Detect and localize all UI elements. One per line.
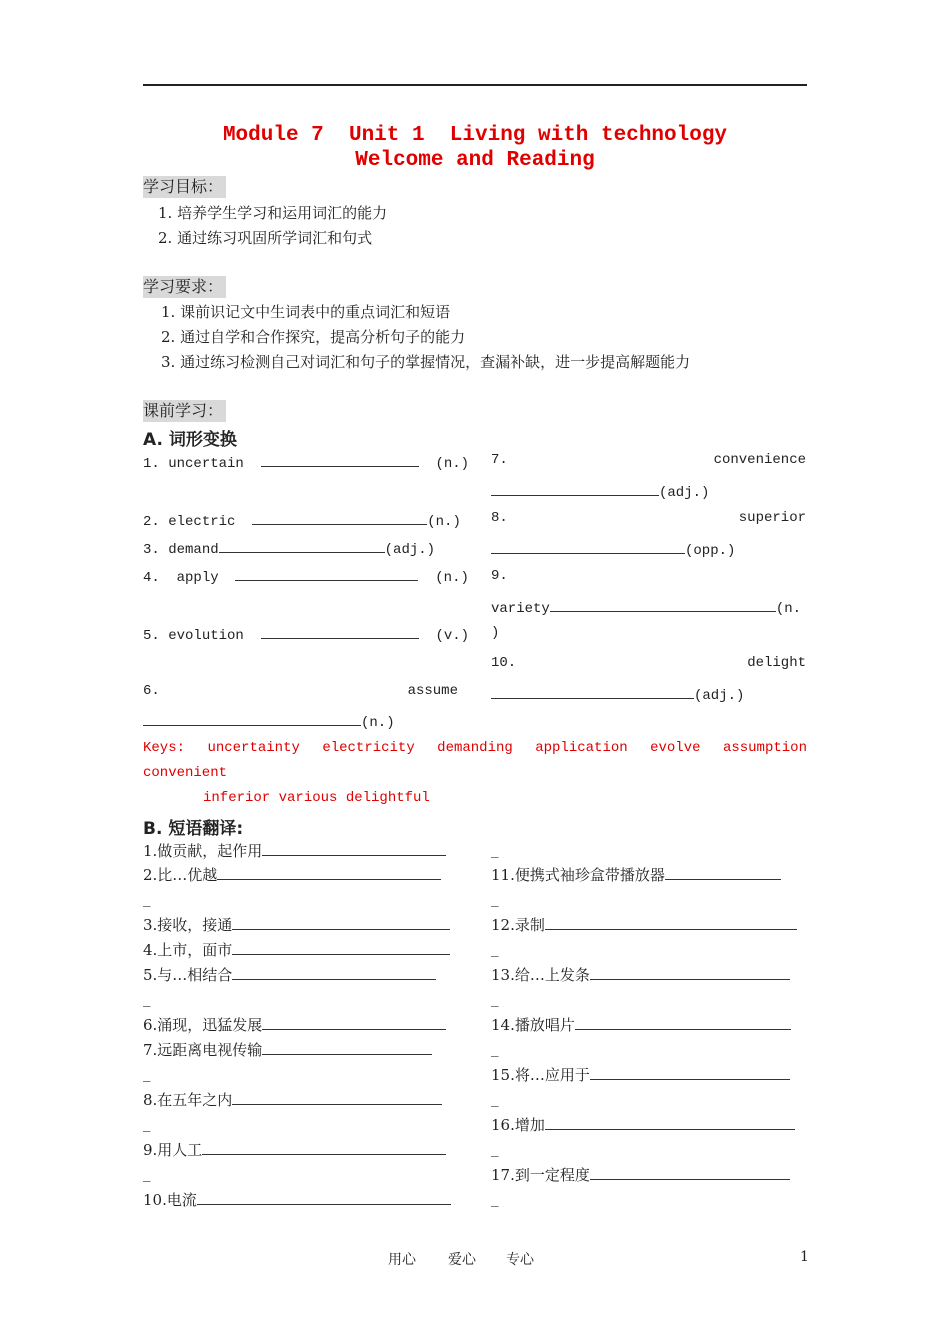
answer-blank[interactable]: [232, 1090, 442, 1105]
goals-heading: 学习目标：: [143, 176, 226, 198]
phrase-item-9: 9.用人工: [143, 1139, 446, 1160]
answer-blank[interactable]: [197, 1190, 451, 1205]
footer-word: 爱心: [448, 1252, 476, 1268]
phrase-item-16: 16.增加: [491, 1114, 795, 1135]
wrap-mark: _: [491, 840, 499, 858]
wrap-mark: _: [143, 1114, 151, 1132]
phrase-item-17: 17.到一定程度: [491, 1164, 790, 1185]
phrase-item-7: 7.远距离电视传输: [143, 1039, 432, 1060]
phrase-item-5: 5.与…相结合: [143, 964, 436, 985]
word-item-9-wrap: ): [491, 625, 500, 641]
answer-blank[interactable]: [235, 566, 418, 581]
page-number: 1: [800, 1249, 809, 1265]
word-item-9: variety (n.: [491, 597, 801, 617]
answer-blank[interactable]: [491, 684, 694, 699]
answer-blank[interactable]: [575, 1015, 791, 1030]
preclass-heading: 课前学习：: [143, 400, 226, 422]
answer-blank[interactable]: [261, 624, 419, 639]
answer-blank[interactable]: [262, 841, 446, 856]
phrase-item-11: 11.便携式袖珍盒带播放器: [491, 864, 781, 885]
answer-blank[interactable]: [219, 538, 385, 553]
wrap-mark: _: [143, 1064, 151, 1082]
phrase-item-14: 14.播放唱片: [491, 1014, 791, 1035]
section-a-heading: A. 词形变换: [143, 430, 237, 450]
word-item-7: 7. convenience: [491, 452, 806, 468]
wrap-mark: _: [491, 1039, 499, 1057]
answer-blank[interactable]: [665, 865, 781, 880]
keys-line: Keys: uncertainty electricity demanding application evolve assumption: [143, 740, 807, 756]
answer-blank[interactable]: [590, 1165, 790, 1180]
word-item-9-num: 9.: [491, 568, 508, 584]
word-item-3: 3. demand (adj.): [143, 538, 435, 558]
keys-line-2: convenient: [143, 765, 228, 781]
requirement-item: 1. 课前识记文中生词表中的重点词汇和短语: [161, 303, 451, 321]
answer-blank[interactable]: [217, 865, 441, 880]
wrap-mark: _: [143, 889, 151, 907]
word-item-1: 1. uncertain (n.): [143, 452, 469, 472]
wrap-mark: _: [143, 1164, 151, 1182]
word-item-7-answer: (adj.): [491, 481, 709, 501]
phrase-item-12: 12.录制: [491, 914, 797, 935]
title-line-1: Module 7 Unit 1 Living with technology: [222, 124, 728, 147]
title-line-2: Welcome and Reading: [355, 149, 595, 172]
answer-blank[interactable]: [252, 510, 427, 525]
phrase-item-6: 6.涌现，迅猛发展: [143, 1014, 446, 1035]
word-item-10-answer: (adj.): [491, 684, 744, 704]
wrap-mark: _: [491, 939, 499, 957]
answer-blank[interactable]: [262, 1040, 432, 1055]
wrap-mark: _: [491, 989, 499, 1007]
footer-word: 专心: [506, 1252, 534, 1268]
phrase-item-3: 3.接收，接通: [143, 914, 450, 935]
answer-blank[interactable]: [545, 915, 797, 930]
word-item-10: 10. delight: [491, 655, 806, 671]
answer-blank[interactable]: [491, 539, 685, 554]
wrap-mark: _: [491, 889, 499, 907]
answer-blank[interactable]: [262, 1015, 446, 1030]
phrase-item-15: 15.将…应用于: [491, 1064, 790, 1085]
word-item-8-answer: (opp.): [491, 539, 735, 559]
header-rule: [143, 84, 807, 86]
word-item-8: 8. superior: [491, 510, 806, 526]
goal-item: 1. 培养学生学习和运用词汇的能力: [158, 204, 388, 222]
phrase-item-4: 4.上市，面市: [143, 939, 450, 960]
answer-blank[interactable]: [202, 1140, 446, 1155]
answer-blank[interactable]: [232, 965, 436, 980]
wrap-mark: _: [143, 989, 151, 1007]
keys-line-3: inferior various delightful: [203, 790, 430, 806]
answer-blank[interactable]: [232, 915, 450, 930]
answer-blank[interactable]: [590, 1065, 790, 1080]
word-item-6-answer: (n.): [143, 711, 395, 731]
goal-item: 2. 通过练习巩固所学词汇和句式: [158, 229, 373, 247]
wrap-mark: _: [491, 1189, 499, 1207]
requirements-heading: 学习要求：: [143, 276, 226, 298]
answer-blank[interactable]: [143, 711, 361, 726]
answer-blank[interactable]: [590, 965, 790, 980]
phrase-item-10: 10.电流: [143, 1189, 451, 1210]
answer-blank[interactable]: [261, 452, 419, 467]
word-item-6: 6. assume: [143, 683, 458, 699]
wrap-mark: _: [491, 1089, 499, 1107]
wrap-mark: _: [491, 1139, 499, 1157]
answer-blank[interactable]: [232, 940, 450, 955]
footer-word: 用心: [388, 1252, 416, 1268]
answer-blank[interactable]: [545, 1115, 795, 1130]
section-b-heading: B. 短语翻译:: [143, 819, 244, 839]
answer-blank[interactable]: [550, 597, 776, 612]
word-item-4: 4. apply (n.): [143, 566, 469, 586]
phrase-item-1: 1.做贡献，起作用: [143, 840, 446, 861]
word-item-5: 5. evolution (v.): [143, 624, 469, 644]
word-item-2: 2. electric (n.): [143, 510, 461, 530]
phrase-item-2: 2.比…优越: [143, 864, 441, 885]
answer-blank[interactable]: [491, 481, 659, 496]
phrase-item-8: 8.在五年之内: [143, 1089, 442, 1110]
requirement-item: 3. 通过练习检测自己对词汇和句子的掌握情况，查漏补缺，进一步提高解题能力: [161, 353, 691, 371]
requirement-item: 2. 通过自学和合作探究，提高分析句子的能力: [161, 328, 466, 346]
phrase-item-13: 13.给…上发条: [491, 964, 790, 985]
